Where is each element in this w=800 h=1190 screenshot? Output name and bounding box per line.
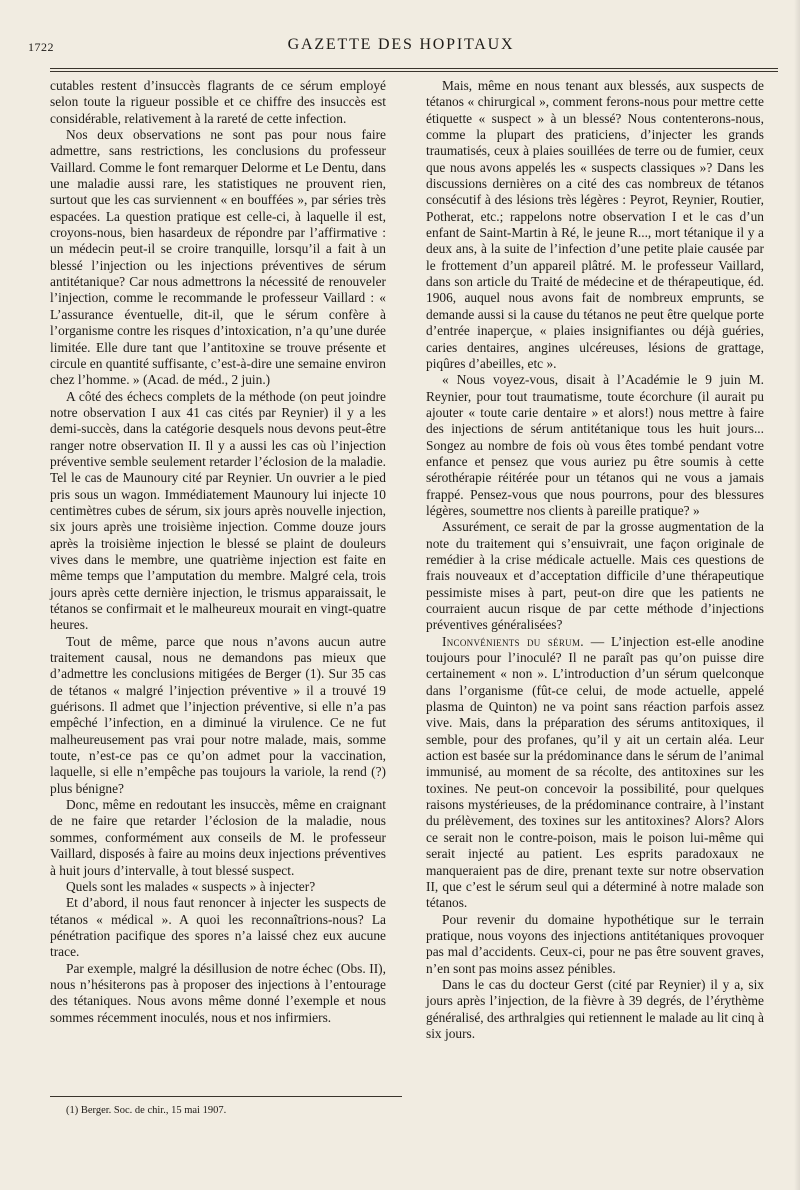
paragraph: Mais, même en nous tenant aux blessés, aux suspects de tétanos « chirurgical », comment ferons-nous pour mettre cette étiquette « suspect » à un blessé? Nous contenterons-nous, comme la plupart des praticiens, d’injecter les grands traumatisés, ceux à plaies souillées de terre ou de fumier, ceux que nous avons appelés les « suspects classiques »? Dans les discussions dernières on a cité des cas nombreux de tétanos consécutif à des lésions très légères : Peyrot, Reynier, Routier, Potherat, etc.; rappelons notre observation I et le cas d’un enfant de Saint-Martin à Ré, le jeune R..., mort tétanique il y a deux ans, à la suite de l’infection d’une petite plaie causée par le frottement d’un appareil plâtré. M. le professeur Vaillard, dans son article du Traité de médecine et de thérapeutique, éd. 1906, auquel nous avons fait de nombreux emprunts, se demande aussi si la cause du tétanos ne peut être quelque porte d’entrée inaperçue, « plaies insignifiantes ou déjà guéries, caries dentaires, angines ulcéreuses, lésions de grattage, piqûres d’abeilles, etc ». (426, 78, 764, 371)
header-rule-bottom (50, 71, 778, 72)
left-column (50, 78, 386, 1026)
paragraph: Dans le cas du docteur Gerst (cité par Reynier) il y a, six jours après l’injection, de la fièvre à 39 degrés, de l’érythème généralisé, des arthralgies qui retiennent le malade au lit cinq à six jours. (426, 976, 764, 1041)
paragraph: Donc, même en redoutant les insuccès, même en craignant de ne faire que retarder l’éclosion de la maladie, nous sommes, conformément aux conseils de M. le professeur Vaillard, disposés à faire au moins deux injections préventives à huit jours d’intervalle, à tout blessé suspect. (50, 797, 386, 878)
page-header (22, 34, 780, 56)
paragraph: Et d’abord, il nous faut renoncer à injecter les suspects de tétanos « médical ». A quoi les reconnaîtrions-nous? La pénétration pacifique des spores n’a laissé chez eux aucune trace. (50, 895, 386, 960)
footnote: (1) Berger. Soc. de chir., 15 mai 1907. (66, 1105, 227, 1116)
footnote-rule (50, 1096, 402, 1097)
paragraph: Quels sont les malades « suspects » à injecter? (66, 878, 316, 894)
paragraph: Nos deux observations ne sont pas pour nous faire admettre, sans restrictions, les conclusions du professeur Vaillard. Comme le font remarquer Delorme et Le Dentu, dans une maladie aussi rare, les statistiques ne prouvent rien, surtout que les cas surviennent « en bouffées », par séries très espacées. La question pratique est celle-ci, à laquelle il est, croyons-nous, bien hasardeux de répondre par l’affirmative : un médecin peut-il se croire tranquille, lorsqu’il a fait à un blessé l’injection ou les injections préventives de sérum antitétanique? Car nous admettrons la nécessité de renouveler l’injection, comme le recommande le professeur Vaillard : « L’assurance éventuelle, dit-il, que le sérum confère à l’organisme contre les risques d’intoxication, n’a qu’une durée limitée. Elle dure tant que l’antitoxine se trouve présente et circule en quantité suffisante, c’est-à-dire une semaine environ chez l’homme. » (Acad. de méd., 2 juin.) (50, 127, 386, 388)
page-edge-shadow (794, 0, 800, 1190)
journal-title: GAZETTE DES HOPITAUX (287, 36, 515, 53)
section-heading: Inconvénients du sérum. (442, 633, 584, 649)
header-rule-top (50, 68, 778, 69)
section-text: — L’injection est-elle anodine toujours pour l’inoculé? Il ne paraît pas qu’on puisse dire certainement « non ». L’introduction d’un sérum quelconque dans l’organisme (fût-ce celui, de mode actuelle, appelé plasma de Quinton) ne va point sans réaction parfois assez vive. Mais, dans la préparation des sérums antitoxiques, il semble, pour des profanes, qu’il y ait un certain aléa. Leur action est basée sur la prédominance dans le sérum de l’animal immunisé, au moment de sa récolte, des antitoxines sur les toxines. Ne peut-on concevoir la possibilité, pour quelques raisons mystérieuses, de la prédominance contraire, à l’instant du prélèvement, des toxines sur les antitoxines? Alors? Alors ce serait non le contre-poison, mais le poison lui-même qui serait injecté au patient. Les esprits paradoxaux ne manqueraient pas de dire, prenant texte sur notre observation II, que c’est le sérum seul qui a déterminé à notre malade son tétanos. (426, 633, 764, 911)
right-column (426, 78, 764, 1042)
paragraph: Tout de même, parce que nous n’avons aucun autre traitement causal, nous ne demandons pas mieux que d’admettre les conclusions mitigées de Berger (1). Sur 35 cas de tétanos « malgré l’injection préventive » il a trouvé 19 guérisons. Il admet que l’injection préventive, si elle n’a pas empêché l’infection, en a diminué la virulence. Ce ne fut malheureusement pas vrai pour notre malade, mais, somme toute, n’est-ce pas ce qu’on admet pour la vaccination, laquelle, si elle n’empêche pas toujours la variole, la rend (?) plus bénigne? (50, 633, 386, 796)
paragraph: A côté des échecs complets de la méthode (on peut joindre notre observation I aux 41 cas cités par Reynier) il y a les demi-succès, dans la catégorie desquels nous devons peut-être ranger notre observation II. Il y a aussi les cas où l’injection préventive semble seulement retarder l’éclosion de la maladie. Tel le cas de Maunoury cité par Reynier. Un ouvrier a le pied pris sous un wagon. Immédiatement Maunoury lui injecte 10 centimètres cubes de sérum, six jours après nouvelle injection, six jours après une troisième injection. Comme douze jours après la troisième injection le blessé se plaint de douleurs vives dans le membre, une quatrième injection est faite en même temps que l’amputation du membre. Malgré cela, trois jours après cette dernière injection, le trismus apparaissait, le tétanos se confirmait et le malheureux mourait en vingt-quatre heures. (50, 388, 386, 633)
page-number: 1722 (28, 40, 54, 54)
paragraph: Par exemple, malgré la désillusion de notre échec (Obs. II), nous n’hésiterons pas à proposer des injections à l’entourage des tétaniques. Nous avons même donné l’exemple et nous sommes récemment inoculés, nous et nos infirmiers. (50, 960, 386, 1025)
paragraph: « Nous voyez-vous, disait à l’Académie le 9 juin M. Reynier, pour tout traumatisme, toute écorchure (il aurait pu ajouter « toute carie dentaire » et alors!) nous mettre à faire des injections de sérum antitétanique tous les huit jours... Songez au nombre de fois où vous êtes tombé pendant votre enfance et pensez que vous auriez pu être soumis à cette sérothérapie réitérée pour un tétanos qui ne vous a jamais frappé. Pensez-vous que nous pourrons, pour des blessures légères, soumettre nos clients à pareille pratique? » (426, 372, 764, 518)
paragraph: Assurément, ce serait de par la grosse augmentation de la note du traitement qui s’ensuivrait, une façon originale de remédier à la crise médicale actuelle. Mais ces questions de frais nouveaux et d’acceptation difficile d’une thérapeutique pessimiste mises à part, peut-on dire que les patients ne courraient aucun risque de par cette méthode d’injections préventives généralisées? (426, 519, 764, 633)
paragraph: Pour revenir du domaine hypothétique sur le terrain pratique, nous voyons des injections antitétaniques provoquer pas mal d’accidents. Ceux-ci, pour ne pas être souvent graves, n’en sont pas moins assez pénibles. (426, 911, 764, 976)
paragraph: cutables restent d’insuccès flagrants de ce sérum employé selon toute la rigueur possible et ce chiffre des insuccès est considérable, relativement à la rareté de cette infection. (50, 78, 386, 126)
section-paragraph (426, 634, 764, 912)
